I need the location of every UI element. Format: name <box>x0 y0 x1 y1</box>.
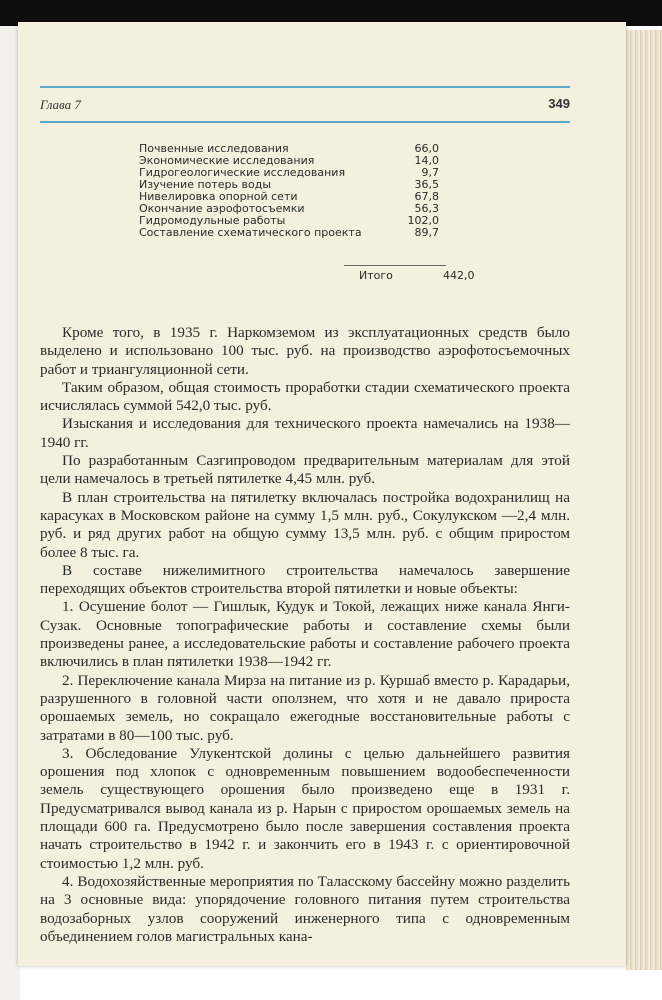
row-value: 67,8 <box>414 190 439 203</box>
list-item: 1. Осушение болот — Гишлык, Кудук и Токой, лежащих ниже канала Янги-Сузак. Основные топографические работы и составление схемы были произведены ранее, а исследовательские работы и составление рабочего проекта включились в план пятилетки 1938—1942 гг. <box>40 598 570 671</box>
row-label: Почвенные исследования <box>139 142 289 155</box>
total-value: 442,0 <box>443 269 475 282</box>
paragraph: Кроме того, в 1935 г. Наркомземом из эксплуатационных средств было выделено и использовано 100 тыс. руб. на производство аэрофотосъемочных работ и триангуляционной сети. <box>40 324 570 378</box>
row-value: 14,0 <box>414 154 439 167</box>
page-edges <box>626 30 662 970</box>
paragraph: В план строительства на пятилетку включалась постройка водохранилищ на карасуках в Московском районе на сумму 1,5 млн. руб., Сокулукском —2,4 млн. руб. и ряд других работ на общую сумму 13,5 млн. руб. с общим приростом более 8 тыс. га. <box>40 488 570 561</box>
row-value: 36,5 <box>414 178 439 191</box>
cost-table <box>139 143 439 239</box>
row-value: 102,0 <box>407 214 439 227</box>
row-value: 56,3 <box>414 202 439 215</box>
body-text <box>40 324 570 946</box>
book-spine <box>0 26 20 1000</box>
row-label: Составление схематического проекта <box>139 226 362 239</box>
row-value: 9,7 <box>421 166 439 179</box>
paragraph: По разработанным Сазгипроводом предварительным материалам для этой цели намечалось в третьей пятилетке 4,45 млн. руб. <box>40 452 570 488</box>
table-row <box>139 227 439 239</box>
row-label: Гидромодульные работы <box>139 214 286 227</box>
list-item: 4. Водохозяйственные мероприятия по Таласскому бассейну можно разделить на 3 основные вида: упорядочение головного питания путем строительства водозаборных узлов сооружений инженерного типа с одновременным объединением голов магистральных кана- <box>40 872 570 945</box>
list-item: 2. Переключение канала Мирза на питание из р. Куршаб вместо р. Карадарьи, разрушенного в головной части оползнем, что хотя и не давало прироста орошаемых земель, но сокращало ежегодные восстановительные работы с затратами в 80—100 тыс. руб. <box>40 671 570 744</box>
paragraph: Таким образом, общая стоимость проработки стадии схематического проекта исчислялась суммой 542,0 тыс. руб. <box>40 378 570 415</box>
list-item: 3. Обследование Улукентской долины с целью дальнейшего развития орошения под хлопок с одновременным повышением водообеспеченности земель существующего орошения было произведено еще в 1931 г. Предусматривался вывод канала из р. Нарын с приростом орошаемых земель на площади 600 га. Предусмотрено было после завершения составления проекта начать строительство в 1942 г. и закончить его в 1943 г. с ориентировочной стоимостью 1,2 млн. руб. <box>40 744 570 872</box>
row-value: 89,7 <box>414 226 439 239</box>
header-top-rule <box>40 86 570 88</box>
total-label: Итого <box>359 269 393 282</box>
paragraph: В составе нижелимитного строительства намечалось завершение переходящих объектов строительства второй пятилетки и новые объекты: <box>40 561 570 598</box>
header-bottom-rule <box>40 121 570 123</box>
chapter-title: Глава 7 <box>40 97 81 112</box>
row-label: Гидрогеологические исследования <box>139 166 346 179</box>
row-label: Нивелировка опорной сети <box>139 190 298 203</box>
row-label: Изучение потерь воды <box>139 178 272 191</box>
row-label: Экономические исследования <box>139 154 315 167</box>
table-total <box>359 269 475 282</box>
row-label: Окончание аэрофотосъемки <box>139 202 305 215</box>
paragraph: Изыскания и исследования для технического проекта намечались на 1938—1940 гг. <box>40 415 570 451</box>
total-rule <box>344 265 446 266</box>
row-value: 66,0 <box>414 142 439 155</box>
page-number: 349 <box>548 96 570 111</box>
